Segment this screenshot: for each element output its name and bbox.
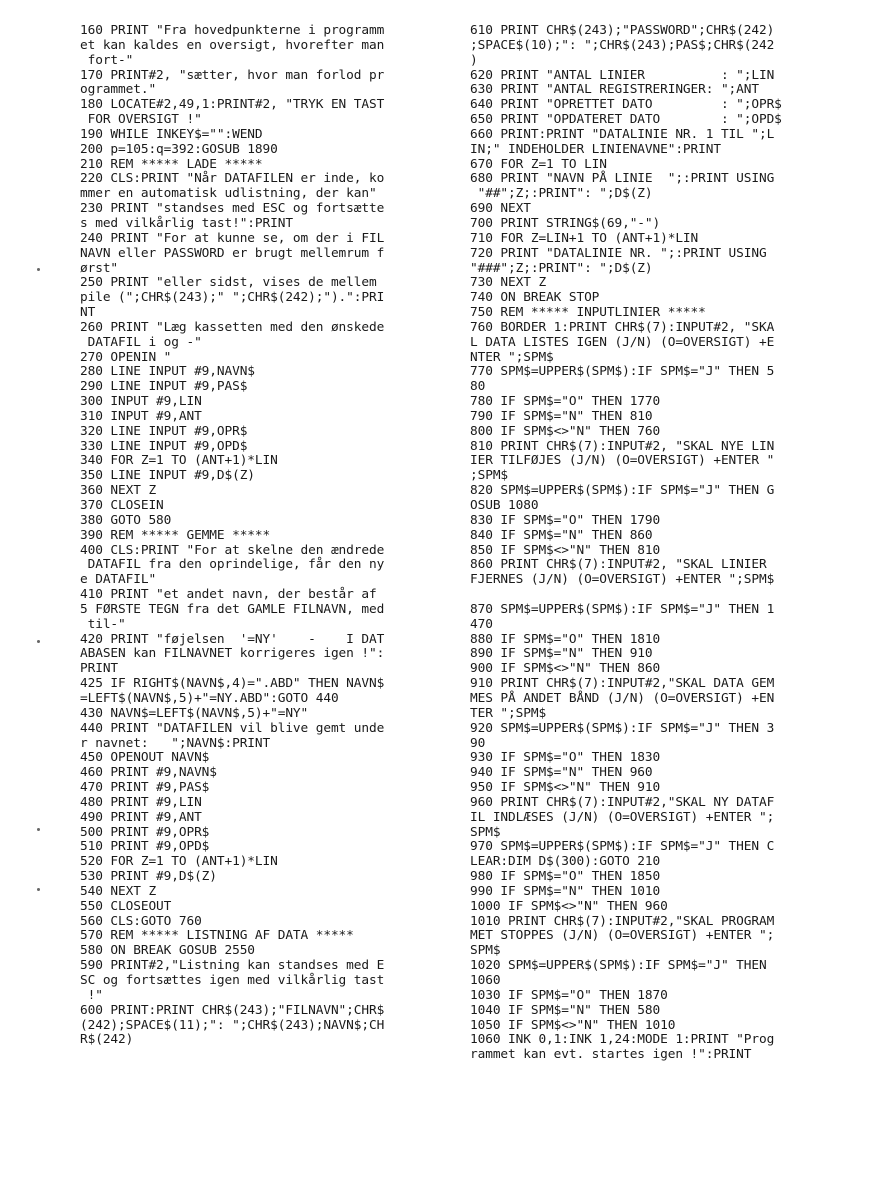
code-line: 520 FOR Z=1 TO (ANT+1)*LIN [80,854,278,870]
scan-speck [37,828,40,831]
code-line: FJERNES (J/N) (O=OVERSIGT) +ENTER ";SPM$ [470,572,775,588]
code-line: MES PÅ ANDET BÅND (J/N) (O=OVERSIGT) +EN [470,690,775,706]
code-line: 340 FOR Z=1 TO (ANT+1)*LIN [80,453,278,469]
code-line: DATAFIL fra den oprindelige, får den ny [80,557,385,573]
code-line: 690 NEXT [470,201,531,217]
code-line: 950 IF SPM$<>"N" THEN 910 [470,780,661,796]
code-line: 480 PRINT #9,LIN [80,794,202,810]
code-line: 630 PRINT "ANTAL REGISTRERINGER: ";ANT [470,82,759,98]
code-line: ) [470,52,478,68]
code-line: LEAR:DIM D$(300):GOTO 210 [470,854,661,870]
code-line: 400 CLS:PRINT "For at skelne den ændrede [80,542,385,558]
code-line: 470 [470,616,493,632]
code-line: R$(242) [80,1032,134,1048]
code-line: 740 ON BREAK STOP [470,290,600,306]
code-line: 750 REM ***** INPUTLINIER ***** [470,305,706,321]
code-line: 850 IF SPM$<>"N" THEN 810 [470,542,661,558]
code-line: IER TILFØJES (J/N) (O=OVERSIGT) +ENTER " [470,453,775,469]
code-line: 880 IF SPM$="O" THEN 1810 [470,631,661,647]
code-line: IL INDLÆSES (J/N) (O=OVERSIGT) +ENTER "; [470,809,775,825]
code-line: 980 IF SPM$="O" THEN 1850 [470,869,661,885]
code-line: 960 PRINT CHR$(7):INPUT#2,"SKAL NY DATAF [470,794,775,810]
code-line: 900 IF SPM$<>"N" THEN 860 [470,661,661,677]
code-line: 570 REM ***** LISTNING AF DATA ***** [80,928,354,944]
code-line: ;SPACE$(10);": ";CHR$(243);PAS$;CHR$(242 [470,37,775,53]
code-line: 380 GOTO 580 [80,512,172,528]
code-line: 610 PRINT CHR$(243);"PASSWORD";CHR$(242) [470,23,775,38]
code-line: 240 PRINT "For at kunne se, om der i FIL [80,230,385,246]
code-line: FOR OVERSIGT !" [80,112,202,128]
code-line: 1060 [470,973,501,988]
code-line: NT [80,305,96,321]
code-line: 1050 IF SPM$<>"N" THEN 1010 [470,1017,676,1033]
code-line: 510 PRINT #9,OPD$ [80,839,210,855]
scan-speck [37,268,40,271]
code-line: 940 IF SPM$="N" THEN 960 [470,765,653,781]
code-line: 890 IF SPM$="N" THEN 910 [470,646,653,662]
code-line: 160 PRINT "Fra hovedpunkterne i programm [80,23,385,38]
code-line: "###";Z;:PRINT": ";D$(Z) [470,260,653,276]
code-line: TER ";SPM$ [470,705,547,721]
code-line: 710 FOR Z=LIN+1 TO (ANT+1)*LIN [470,230,699,246]
code-line: 990 IF SPM$="N" THEN 1010 [470,883,661,899]
code-line: r navnet: ";NAVN$:PRINT [80,735,271,751]
code-line: 790 IF SPM$="N" THEN 810 [470,408,653,424]
code-line: DATAFIL i og -" [80,334,202,350]
code-line: 270 OPENIN " [80,349,172,365]
code-line: 425 IF RIGHT$(NAVN$,4)=".ABD" THEN NAVN$ [80,676,385,692]
code-line: 5 FØRSTE TEGN fra det GAMLE FILNAVN, med [80,601,385,617]
code-line: (242);SPACE$(11);": ";CHR$(243);NAVN$;CH [80,1017,385,1033]
code-line: 830 IF SPM$="O" THEN 1790 [470,512,661,528]
code-line: 330 LINE INPUT #9,OPD$ [80,438,248,454]
code-line: e DATAFIL" [80,572,157,588]
code-line: SPM$ [470,824,501,840]
code-line: 390 REM ***** GEMME ***** [80,527,271,543]
code-line: 910 PRINT CHR$(7):INPUT#2,"SKAL DATA GEM [470,676,775,692]
code-line: 590 PRINT#2,"Listning kan standses med E [80,958,385,974]
code-line: ogrammet." [80,82,157,98]
code-line: 640 PRINT "OPRETTET DATO : ";OPR$ [470,97,782,113]
code-line: 280 LINE INPUT #9,NAVN$ [80,364,255,380]
code-line: NTER ";SPM$ [470,349,554,365]
code-line: 210 REM ***** LADE ***** [80,156,263,172]
code-line [470,588,848,603]
code-line: 540 NEXT Z [80,883,157,899]
code-line: 1030 IF SPM$="O" THEN 1870 [470,987,668,1003]
code-line: 770 SPM$=UPPER$(SPM$):IF SPM$="J" THEN 5 [470,364,775,380]
code-line: 580 ON BREAK GOSUB 2550 [80,943,255,959]
code-line: IN;" INDEHOLDER LINIENAVNE":PRINT [470,141,721,157]
code-line: 460 PRINT #9,NAVN$ [80,765,217,781]
code-line: MET STOPPES (J/N) (O=OVERSIGT) +ENTER "; [470,928,775,944]
code-line: 730 NEXT Z [470,275,547,291]
code-line: 170 PRINT#2, "sætter, hvor man forlod pr [80,67,385,83]
code-line: et kan kaldes en oversigt, hvorefter man [80,37,385,53]
code-line: 360 NEXT Z [80,483,157,499]
code-line: 930 IF SPM$="O" THEN 1830 [470,750,661,766]
scan-speck [37,640,40,643]
code-line: ;SPM$ [470,468,509,484]
code-line: 920 SPM$=UPPER$(SPM$):IF SPM$="J" THEN 3 [470,720,775,736]
code-line: s med vilkårlig tast!":PRINT [80,215,293,231]
code-line: SC og fortsættes igen med vilkårlig tast [80,973,385,988]
code-line: 370 CLOSEIN [80,498,164,513]
code-line: 230 PRINT "standses med ESC og fortsætte [80,201,385,217]
code-line: 440 PRINT "DATAFILEN vil blive gemt unde [80,720,385,736]
code-line: 200 p=105:q=392:GOSUB 1890 [80,141,278,157]
code-line: 1040 IF SPM$="N" THEN 580 [470,1002,661,1018]
code-line: "##";Z;:PRINT": ";D$(Z) [470,186,653,202]
left-code-column [80,24,460,1048]
code-line: 800 IF SPM$<>"N" THEN 760 [470,423,661,439]
code-line: 430 NAVN$=LEFT$(NAVN$,5)+"=NY" [80,705,309,721]
code-line: 780 IF SPM$="O" THEN 1770 [470,394,661,410]
code-line: 1020 SPM$=UPPER$(SPM$):IF SPM$="J" THEN [470,958,767,974]
code-line: 680 PRINT "NAVN PÅ LINIE ";:PRINT USING [470,171,775,187]
code-line: 700 PRINT STRING$(69,"-") [470,215,661,231]
code-line: 500 PRINT #9,OPR$ [80,824,210,840]
code-line: 190 WHILE INKEY$="":WEND [80,126,263,142]
code-line: NAVN eller PASSWORD er brugt mellemrum f [80,245,385,261]
code-line: L DATA LISTES IGEN (J/N) (O=OVERSIGT) +E [470,334,775,350]
code-line: 90 [470,735,486,751]
code-line: !" [80,987,103,1003]
code-line: fort-" [80,52,134,68]
code-line: 320 LINE INPUT #9,OPR$ [80,423,248,439]
code-line: 220 CLS:PRINT "Når DATAFILEN er inde, ko [80,171,385,187]
code-line: 670 FOR Z=1 TO LIN [470,156,607,172]
right-code-column [470,24,848,1063]
code-line: 530 PRINT #9,D$(Z) [80,869,217,885]
code-line: 410 PRINT "et andet navn, der består af [80,587,377,603]
code-line: 720 PRINT "DATALINIE NR. ";:PRINT USING [470,245,767,261]
code-line: 860 PRINT CHR$(7):INPUT#2, "SKAL LINIER [470,557,767,573]
code-line: 840 IF SPM$="N" THEN 860 [470,527,653,543]
code-line: 660 PRINT:PRINT "DATALINIE NR. 1 TIL ";L [470,126,775,142]
code-line: 550 CLOSEOUT [80,898,172,914]
code-line: 310 INPUT #9,ANT [80,408,202,424]
code-line: 470 PRINT #9,PAS$ [80,780,210,796]
code-line: ørst" [80,260,119,276]
code-line: 820 SPM$=UPPER$(SPM$):IF SPM$="J" THEN G [470,483,775,499]
code-line: 760 BORDER 1:PRINT CHR$(7):INPUT#2, "SKA [470,319,775,335]
code-line: OSUB 1080 [470,498,539,513]
code-line: 180 LOCATE#2,49,1:PRINT#2, "TRYK EN TAST [80,97,385,113]
code-line: 250 PRINT "eller sidst, vises de mellem [80,275,377,291]
code-line: 450 OPENOUT NAVN$ [80,750,210,766]
code-line: til-" [80,616,126,632]
code-line: 290 LINE INPUT #9,PAS$ [80,379,248,395]
code-line: 1010 PRINT CHR$(7):INPUT#2,"SKAL PROGRAM [470,913,775,929]
code-line: 490 PRINT #9,ANT [80,809,202,825]
code-line: 810 PRINT CHR$(7):INPUT#2, "SKAL NYE LIN [470,438,775,454]
code-line: SPM$ [470,943,501,959]
code-line: 560 CLS:GOTO 760 [80,913,202,929]
code-line: 260 PRINT "Læg kassetten med den ønskede [80,319,385,335]
code-line: 650 PRINT "OPDATERET DATO : ";OPD$ [470,112,782,128]
code-line: 870 SPM$=UPPER$(SPM$):IF SPM$="J" THEN 1 [470,601,775,617]
code-line: 600 PRINT:PRINT CHR$(243);"FILNAVN";CHR$ [80,1002,385,1018]
code-line: 80 [470,379,486,395]
code-line: 350 LINE INPUT #9,D$(Z) [80,468,255,484]
scan-speck [37,888,40,891]
code-line: ABASEN kan FILNAVNET korrigeres igen !": [80,646,385,662]
code-line: PRINT [80,661,119,677]
code-line: 970 SPM$=UPPER$(SPM$):IF SPM$="J" THEN C [470,839,775,855]
code-line: mmer en automatisk udlistning, der kan" [80,186,377,202]
code-line: 300 INPUT #9,LIN [80,394,202,410]
code-line: 1060 INK 0,1:INK 1,24:MODE 1:PRINT "Prog [470,1032,775,1048]
code-line: 620 PRINT "ANTAL LINIER : ";LIN [470,67,775,83]
code-line: =LEFT$(NAVN$,5)+"=NY.ABD":GOTO 440 [80,690,339,706]
code-line: 420 PRINT "føjelsen '=NY' - I DAT [80,631,385,647]
code-line: rammet kan evt. startes igen !":PRINT [470,1047,752,1063]
code-line: 1000 IF SPM$<>"N" THEN 960 [470,898,668,914]
code-line: pile (";CHR$(243);" ";CHR$(242);").":PRI [80,290,385,306]
